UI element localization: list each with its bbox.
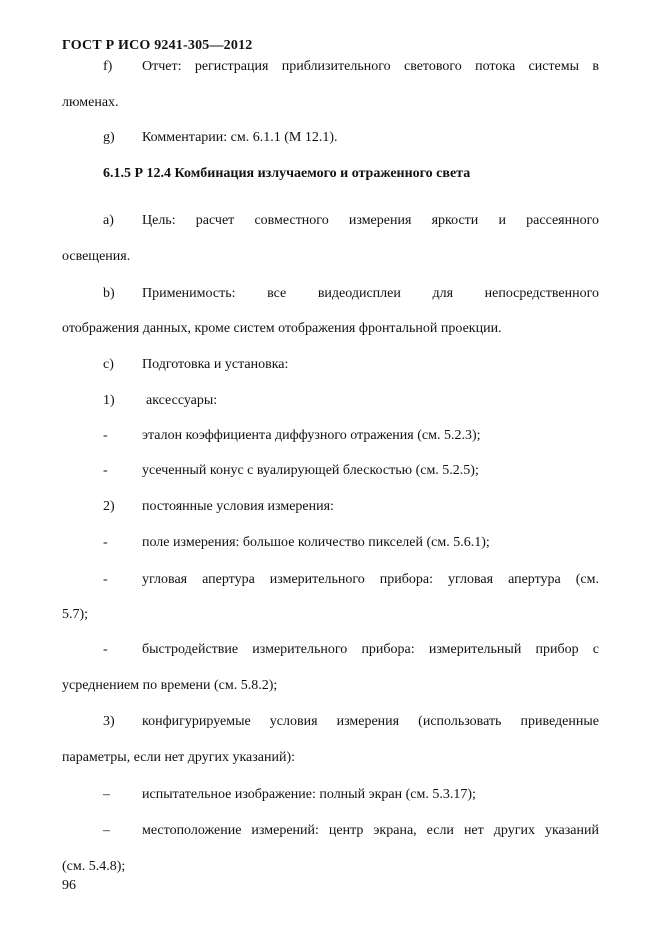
item-text: быстродействие измерительного прибора: измерительный прибор с bbox=[142, 642, 599, 657]
item-text: постоянные условия измерения: bbox=[142, 499, 334, 514]
item-text: Применимость: все видеодисплеи для непосредственного bbox=[142, 286, 599, 301]
item-label: 3) bbox=[103, 714, 115, 729]
item-text: конфигурируемые условия измерения (использовать приведенные bbox=[142, 714, 599, 729]
item-f-cont: люменах. bbox=[62, 95, 119, 110]
item-label: - bbox=[103, 463, 108, 478]
item-label: - bbox=[103, 572, 108, 587]
item-a-cont: освещения. bbox=[62, 249, 131, 264]
item-label: - bbox=[103, 535, 108, 550]
item-text: угловая апертура измерительного прибора: угловая апертура (см. bbox=[142, 572, 599, 587]
item-dash-5-cont: усреднением по времени (см. 5.8.2); bbox=[62, 678, 278, 693]
page-number: 96 bbox=[62, 878, 76, 893]
item-label: - bbox=[103, 428, 108, 443]
item-text: Цель: расчет совместного измерения яркости и рассеянного bbox=[142, 213, 599, 228]
item-label: g) bbox=[103, 130, 115, 145]
item-text: аксессуары: bbox=[146, 393, 218, 408]
item-text: местоположение измерений: центр экрана, если нет других указаний bbox=[142, 823, 599, 838]
item-text: эталон коэффициента диффузного отражения (см. 5.2.3); bbox=[142, 428, 481, 443]
item-label: – bbox=[103, 787, 110, 802]
item-text: Комментарии: см. 6.1.1 (М 12.1). bbox=[142, 130, 338, 145]
item-label: b) bbox=[103, 286, 115, 301]
item-label: 2) bbox=[103, 499, 115, 514]
item-dash-4-cont: 5.7); bbox=[62, 607, 89, 622]
item-3-cont: параметры, если нет других указаний): bbox=[62, 750, 296, 765]
item-label: f) bbox=[103, 59, 113, 74]
item-text: испытательное изображение: полный экран (см. 5.3.17); bbox=[142, 787, 476, 802]
item-dash-7-cont: (см. 5.4.8); bbox=[62, 859, 126, 874]
item-text: Подготовка и установка: bbox=[142, 357, 289, 372]
section-heading: 6.1.5 Р 12.4 Комбинация излучаемого и отраженного света bbox=[103, 166, 471, 181]
item-b-cont: отображения данных, кроме систем отображения фронтальной проекции. bbox=[62, 321, 502, 336]
item-label: 1) bbox=[103, 393, 115, 408]
item-text: усеченный конус с вуалирующей блескостью (см. 5.2.5); bbox=[142, 463, 479, 478]
item-label: a) bbox=[103, 213, 114, 228]
item-text: поле измерения: большое количество пикселей (см. 5.6.1); bbox=[142, 535, 490, 550]
item-label: - bbox=[103, 642, 108, 657]
document-header: ГОСТ Р ИСО 9241-305—2012 bbox=[62, 38, 253, 53]
item-label: c) bbox=[103, 357, 114, 372]
item-label: – bbox=[103, 823, 110, 838]
item-text: Отчет: регистрация приблизительного светового потока системы в bbox=[142, 59, 599, 74]
